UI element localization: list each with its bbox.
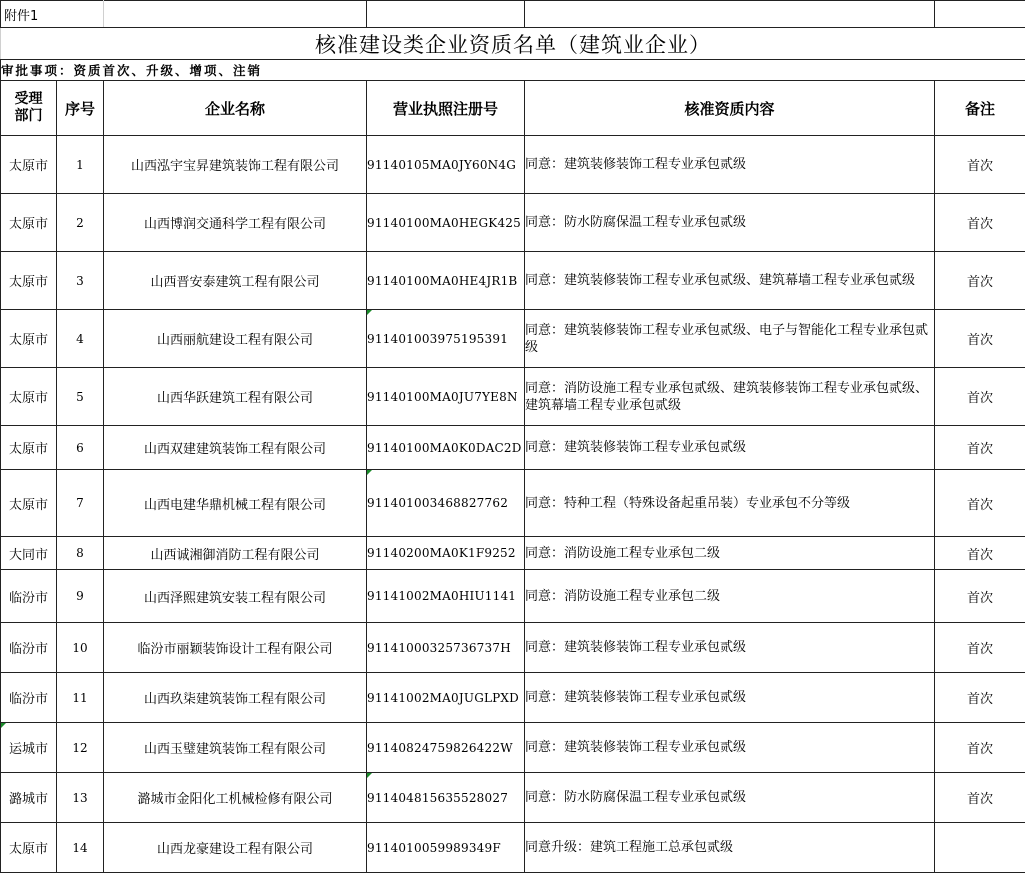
license-cell[interactable]: 91140200MA0K1F9252 xyxy=(367,537,525,570)
qualification-cell[interactable]: 同意：消防设施工程专业承包二级 xyxy=(525,537,935,570)
license-cell[interactable]: 9114010059989349F xyxy=(367,823,525,873)
qualification-cell[interactable]: 同意：建筑装修装饰工程专业承包贰级、建筑幕墙工程专业承包贰级 xyxy=(525,252,935,310)
dept-cell[interactable]: 太原市 xyxy=(1,823,57,873)
qualification-cell[interactable]: 同意：建筑装修装饰工程专业承包贰级 xyxy=(525,623,935,673)
license-cell[interactable]: 91140100MA0HE4JR1B xyxy=(367,252,525,310)
license-cell[interactable]: 91140100MA0JU7YE8N xyxy=(367,368,525,426)
header-remark[interactable]: 备注 xyxy=(935,81,1025,136)
remark-cell[interactable]: 首次 xyxy=(935,723,1025,773)
header-company[interactable]: 企业名称 xyxy=(104,81,367,136)
header-license[interactable]: 营业执照注册号 xyxy=(367,81,525,136)
no-cell[interactable]: 14 xyxy=(57,823,104,873)
table-row xyxy=(1,136,1025,194)
no-cell[interactable]: 13 xyxy=(57,773,104,823)
table-row xyxy=(1,470,1025,537)
empty-cell[interactable] xyxy=(104,1,367,28)
dept-cell[interactable]: 潞城市 xyxy=(1,773,57,823)
approval-matters-row xyxy=(1,60,1025,81)
no-cell[interactable]: 3 xyxy=(57,252,104,310)
dept-cell[interactable]: 运城市 xyxy=(1,723,57,773)
license-cell[interactable]: 911401003468827762 xyxy=(367,470,525,537)
remark-cell[interactable]: 首次 xyxy=(935,623,1025,673)
license-cell[interactable]: 91140105MA0JY60N4G xyxy=(367,136,525,194)
remark-cell[interactable]: 首次 xyxy=(935,773,1025,823)
no-cell[interactable]: 6 xyxy=(57,426,104,470)
table-row xyxy=(1,773,1025,823)
qualification-cell[interactable]: 同意：特种工程（特殊设备起重吊装）专业承包不分等级 xyxy=(525,470,935,537)
license-cell[interactable]: 911404815635528027 xyxy=(367,773,525,823)
license-cell[interactable]: 91141002MA0JUGLPXD xyxy=(367,673,525,723)
table-row xyxy=(1,252,1025,310)
company-cell[interactable]: 山西泽熙建筑安装工程有限公司 xyxy=(104,570,367,623)
qualification-cell[interactable]: 同意：建筑装修装饰工程专业承包贰级 xyxy=(525,673,935,723)
no-cell[interactable]: 7 xyxy=(57,470,104,537)
company-cell[interactable]: 山西泓宇宝昇建筑装饰工程有限公司 xyxy=(104,136,367,194)
no-cell[interactable]: 1 xyxy=(57,136,104,194)
dept-cell[interactable]: 太原市 xyxy=(1,310,57,368)
no-cell[interactable]: 4 xyxy=(57,310,104,368)
remark-cell[interactable]: 首次 xyxy=(935,368,1025,426)
remark-cell[interactable]: 首次 xyxy=(935,570,1025,623)
dept-cell[interactable]: 临汾市 xyxy=(1,570,57,623)
table-row xyxy=(1,570,1025,623)
table-row xyxy=(1,673,1025,723)
company-cell[interactable]: 山西电建华鼎机械工程有限公司 xyxy=(104,470,367,537)
dept-cell[interactable]: 太原市 xyxy=(1,252,57,310)
dept-cell[interactable]: 太原市 xyxy=(1,470,57,537)
table-row xyxy=(1,537,1025,570)
remark-cell[interactable]: 首次 xyxy=(935,136,1025,194)
company-cell[interactable]: 山西晋安泰建筑工程有限公司 xyxy=(104,252,367,310)
license-cell[interactable]: 91140100MA0K0DAC2D xyxy=(367,426,525,470)
no-cell[interactable]: 2 xyxy=(57,194,104,252)
company-cell[interactable]: 山西玉璧建筑装饰工程有限公司 xyxy=(104,723,367,773)
table-row xyxy=(1,723,1025,773)
qualification-cell[interactable]: 同意：防水防腐保温工程专业承包贰级 xyxy=(525,194,935,252)
no-cell[interactable]: 12 xyxy=(57,723,104,773)
remark-cell[interactable] xyxy=(935,823,1025,873)
column-header-row xyxy=(1,81,1025,136)
license-cell[interactable]: 91140824759826422W xyxy=(367,723,525,773)
company-cell[interactable]: 潞城市金阳化工机械检修有限公司 xyxy=(104,773,367,823)
no-cell[interactable]: 11 xyxy=(57,673,104,723)
table-row xyxy=(1,194,1025,252)
qualification-cell[interactable]: 同意：建筑装修装饰工程专业承包贰级 xyxy=(525,136,935,194)
table-row xyxy=(1,823,1025,873)
table-row xyxy=(1,368,1025,426)
no-cell[interactable]: 8 xyxy=(57,537,104,570)
header-dept-label: 受理部门 xyxy=(13,91,45,125)
qualification-cell[interactable]: 同意：建筑装修装饰工程专业承包贰级 xyxy=(525,723,935,773)
company-cell[interactable]: 山西华跃建筑工程有限公司 xyxy=(104,368,367,426)
table-row xyxy=(1,623,1025,673)
no-cell[interactable]: 5 xyxy=(57,368,104,426)
remark-cell[interactable]: 首次 xyxy=(935,673,1025,723)
remark-cell[interactable]: 首次 xyxy=(935,470,1025,537)
dept-cell[interactable]: 太原市 xyxy=(1,368,57,426)
header-qualification[interactable]: 核准资质内容 xyxy=(525,81,935,136)
remark-cell[interactable]: 首次 xyxy=(935,537,1025,570)
remark-cell[interactable]: 首次 xyxy=(935,194,1025,252)
remark-cell[interactable]: 首次 xyxy=(935,252,1025,310)
approval-matters[interactable]: 审批事项：资质首次、升级、增项、注销 xyxy=(1,60,1025,81)
qualification-cell[interactable]: 同意：消防设施工程专业承包二级 xyxy=(525,570,935,623)
qualification-cell[interactable]: 同意升级：建筑工程施工总承包贰级 xyxy=(525,823,935,873)
empty-cell[interactable] xyxy=(525,1,935,28)
company-cell[interactable]: 山西博润交通科学工程有限公司 xyxy=(104,194,367,252)
qualification-cell[interactable]: 同意：防水防腐保温工程专业承包贰级 xyxy=(525,773,935,823)
qualification-cell[interactable]: 同意：消防设施工程专业承包贰级、建筑装修装饰工程专业承包贰级、建筑幕墙工程专业承包贰级 xyxy=(525,368,935,426)
company-cell[interactable]: 山西双建建筑装饰工程有限公司 xyxy=(104,426,367,470)
header-dept[interactable] xyxy=(1,81,57,136)
title-row xyxy=(1,28,1025,60)
dept-cell[interactable]: 太原市 xyxy=(1,426,57,470)
license-cell[interactable]: 91141002MA0HIU1141 xyxy=(367,570,525,623)
company-cell[interactable]: 山西诚湘御消防工程有限公司 xyxy=(104,537,367,570)
header-no[interactable]: 序号 xyxy=(57,81,104,136)
company-cell[interactable]: 山西丽航建设工程有限公司 xyxy=(104,310,367,368)
qualification-cell[interactable]: 同意：建筑装修装饰工程专业承包贰级 xyxy=(525,426,935,470)
empty-cell[interactable] xyxy=(935,1,1025,28)
table-row xyxy=(1,426,1025,470)
no-cell[interactable]: 9 xyxy=(57,570,104,623)
company-cell[interactable]: 山西玖柒建筑装饰工程有限公司 xyxy=(104,673,367,723)
table-row xyxy=(1,310,1025,368)
dept-cell[interactable]: 太原市 xyxy=(1,136,57,194)
sheet-title[interactable]: 核准建设类企业资质名单（建筑业企业） xyxy=(1,28,1025,60)
dept-cell[interactable]: 临汾市 xyxy=(1,673,57,723)
company-cell[interactable]: 山西龙豪建设工程有限公司 xyxy=(104,823,367,873)
dept-cell[interactable]: 临汾市 xyxy=(1,623,57,673)
remark-cell[interactable]: 首次 xyxy=(935,310,1025,368)
remark-cell[interactable]: 首次 xyxy=(935,426,1025,470)
empty-cell[interactable] xyxy=(367,1,525,28)
dept-cell[interactable]: 太原市 xyxy=(1,194,57,252)
company-cell[interactable]: 临汾市丽颖装饰设计工程有限公司 xyxy=(104,623,367,673)
qualification-cell[interactable]: 同意：建筑装修装饰工程专业承包贰级、电子与智能化工程专业承包贰级 xyxy=(525,310,935,368)
dept-cell[interactable]: 大同市 xyxy=(1,537,57,570)
attachment-row xyxy=(1,1,1025,28)
attachment-label[interactable]: 附件1 xyxy=(1,1,104,28)
license-cell[interactable]: 91141000325736737H xyxy=(367,623,525,673)
no-cell[interactable]: 10 xyxy=(57,623,104,673)
license-cell[interactable]: 911401003975195391 xyxy=(367,310,525,368)
license-cell[interactable]: 91140100MA0HEGK425 xyxy=(367,194,525,252)
